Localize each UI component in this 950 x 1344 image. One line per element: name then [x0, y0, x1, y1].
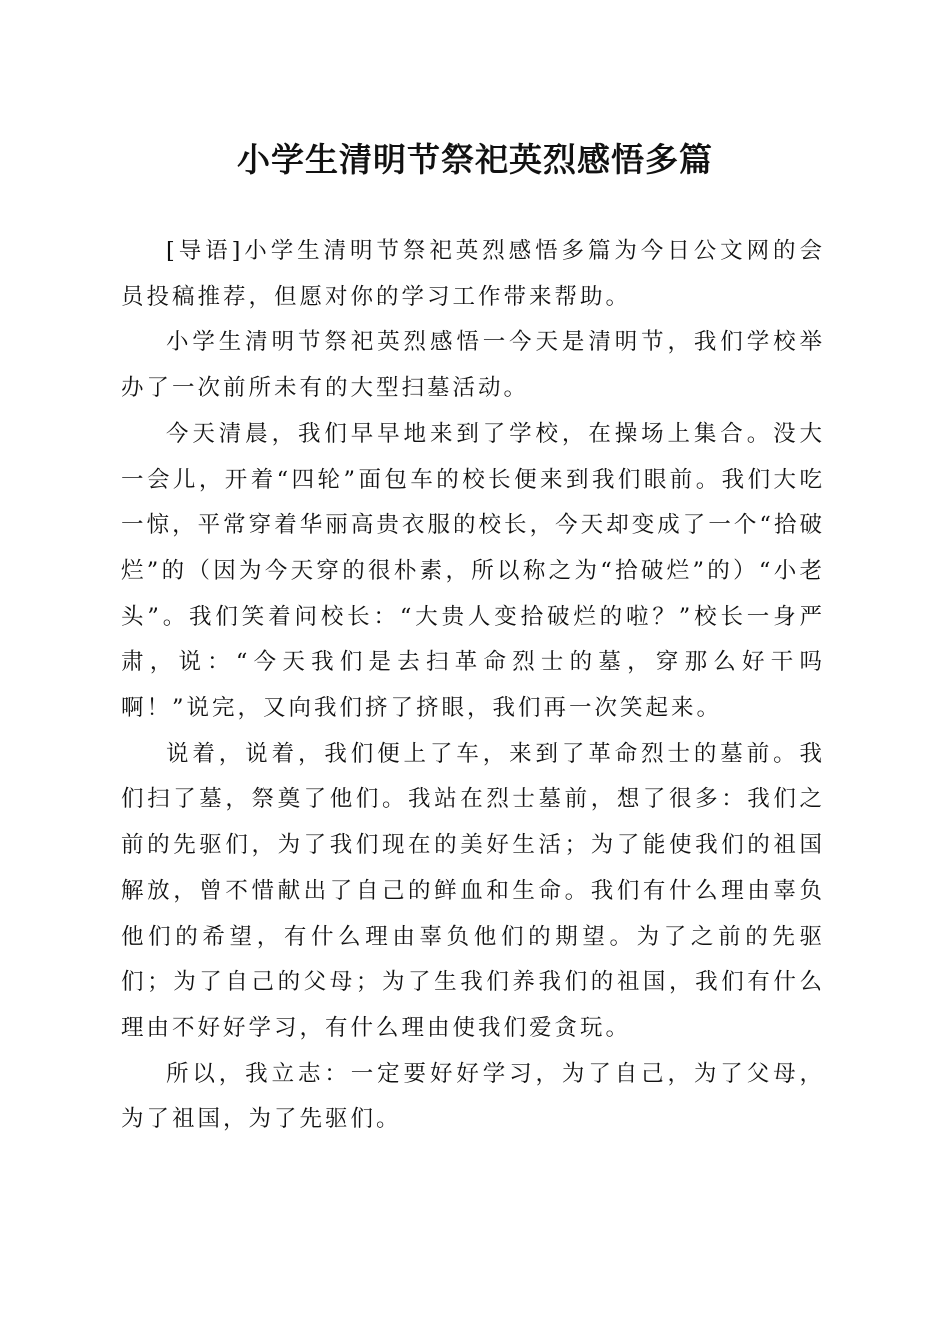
paragraph: 今天清晨，我们早早地来到了学校，在操场上集合。没大一会儿，开着“四轮”面包车的校长便来到我们眼前。我们大吃一惊，平常穿着华丽高贵衣服的校长，今天却变成了一个“拾破烂”的（因为今天穿的很朴素，所以称之为“拾破烂”的）“小老头”。我们笑着问校长：“大贵人变拾破烂的啦？”校长一身严肃，说：“今天我们是去扫革命烈士的墓，穿那么好干吗啊！”说完，又向我们挤了挤眼，我们再一次笑起来。: [121, 420, 825, 722]
document-title: 小学生清明节祭祀英烈感悟多篇: [237, 140, 713, 179]
paragraph: 小学生清明节祭祀英烈感悟一今天是清明节，我们学校举办了一次前所未有的大型扫墓活动。: [121, 329, 825, 402]
document-body: [121, 229, 825, 1143]
paragraph: 所以，我立志：一定要好好学习，为了自己，为了父母，为了祖国，为了先驱们。: [121, 1060, 825, 1133]
paragraph-intro: [导语]小学生清明节祭祀英烈感悟多篇为今日公文网的会员投稿推荐，但愿对你的学习工作带来帮助。: [121, 238, 825, 310]
paragraph: 说着，说着，我们便上了车，来到了革命烈士的墓前。我们扫了墓，祭奠了他们。我站在烈士墓前，想了很多：我们之前的先驱们，为了我们现在的美好生活；为了能使我们的祖国解放，曾不惜献出了自己的鲜血和生命。我们有什么理由辜负他们的希望，有什么理由辜负他们的期望。为了之前的先驱们；为了自己的父母；为了生我们养我们的祖国，我们有什么理由不好好学习，有什么理由使我们爱贪玩。: [121, 740, 825, 1041]
